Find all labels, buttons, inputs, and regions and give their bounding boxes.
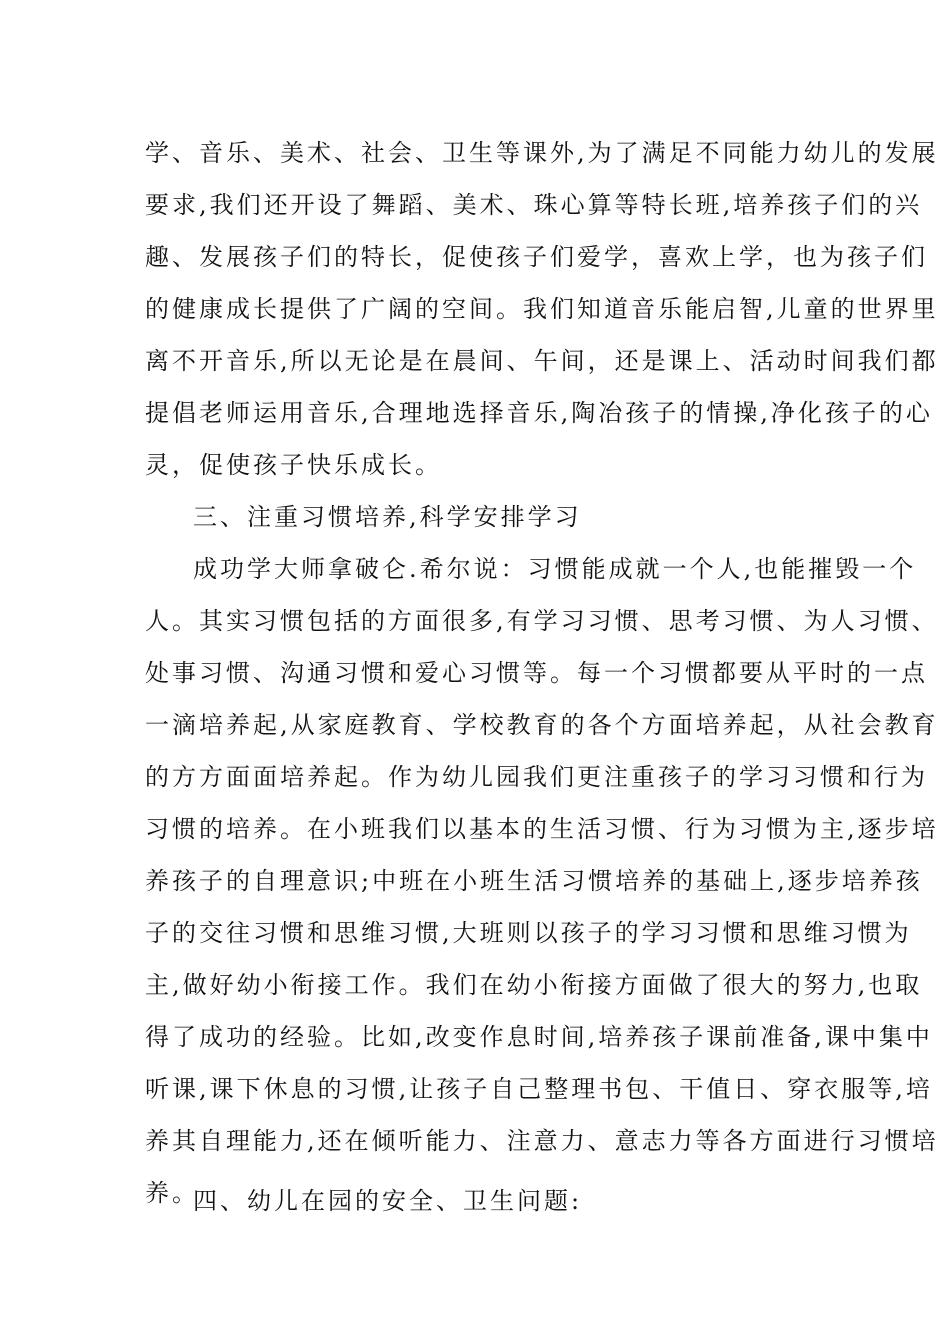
paragraph-line: 趣、发展孩子们的特长，促使孩子们爱学，喜欢上学，也为孩子们	[145, 243, 928, 271]
paragraph-line: 处事习惯、沟通习惯和爱心习惯等。每一个习惯都要从平时的一点	[145, 659, 928, 687]
paragraph-line: 要求,我们还开设了舞蹈、美术、珠心算等特长班,培养孩子们的兴	[145, 191, 923, 219]
paragraph-line: 习惯的培养。在小班我们以基本的生活习惯、行为习惯为主,逐步培	[145, 815, 939, 843]
section-heading-text: 三、注重习惯培养,科学安排学习	[193, 503, 582, 531]
paragraph-line: 听课,课下休息的习惯,让孩子自己整理书包、干值日、穿衣服等,培	[145, 1075, 933, 1103]
section-heading-text: 四、幼儿在园的安全、卫生问题:	[193, 1187, 583, 1215]
paragraph-continued	[145, 127, 939, 491]
paragraph-habits	[145, 543, 939, 1219]
paragraph-line: 的健康成长提供了广阔的空间。我们知道音乐能启智,儿童的世界里	[145, 295, 939, 323]
paragraph-line: 主,做好幼小衔接工作。我们在幼小衔接方面做了很大的努力,也取	[145, 971, 923, 999]
paragraph-line: 得了成功的经验。比如,改变作息时间,培养孩子课前准备,课中集中	[145, 1023, 933, 1051]
paragraph-line: 离不开音乐,所以无论是在晨间、午间，还是课上、活动时间我们都	[145, 347, 939, 375]
paragraph-line: 的方方面面培养起。作为幼儿园我们更注重孩子的学习习惯和行为	[145, 763, 928, 791]
paragraph-line: 学、音乐、美术、社会、卫生等课外,为了满足不同能力幼儿的发展	[145, 139, 939, 167]
section-heading-4	[145, 1175, 807, 1227]
section-heading-3	[145, 491, 807, 543]
paragraph-line: 养。	[145, 1179, 199, 1207]
paragraph-line: 一滴培养起,从家庭教育、学校教育的各个方面培养起，从社会教育	[145, 711, 939, 739]
paragraph-line: 养孩子的自理意识;中班在小班生活习惯培养的基础上,逐步培养孩	[145, 867, 923, 895]
paragraph-line: 养其自理能力,还在倾听能力、注意力、意志力等各方面进行习惯培	[145, 1127, 939, 1155]
paragraph-line: 灵，促使孩子快乐成长。	[145, 451, 442, 479]
paragraph-line: 成功学大师拿破仑.希尔说：习惯能成就一个人,也能摧毁一个	[193, 555, 917, 583]
paragraph-line: 子的交往习惯和思维习惯,大班则以孩子的学习习惯和思维习惯为	[145, 919, 912, 947]
paragraph-line: 提倡老师运用音乐,合理地选择音乐,陶冶孩子的情操,净化孩子的心	[145, 399, 933, 427]
paragraph-line: 人。其实习惯包括的方面很多,有学习习惯、思考习惯、为人习惯、	[145, 607, 939, 635]
